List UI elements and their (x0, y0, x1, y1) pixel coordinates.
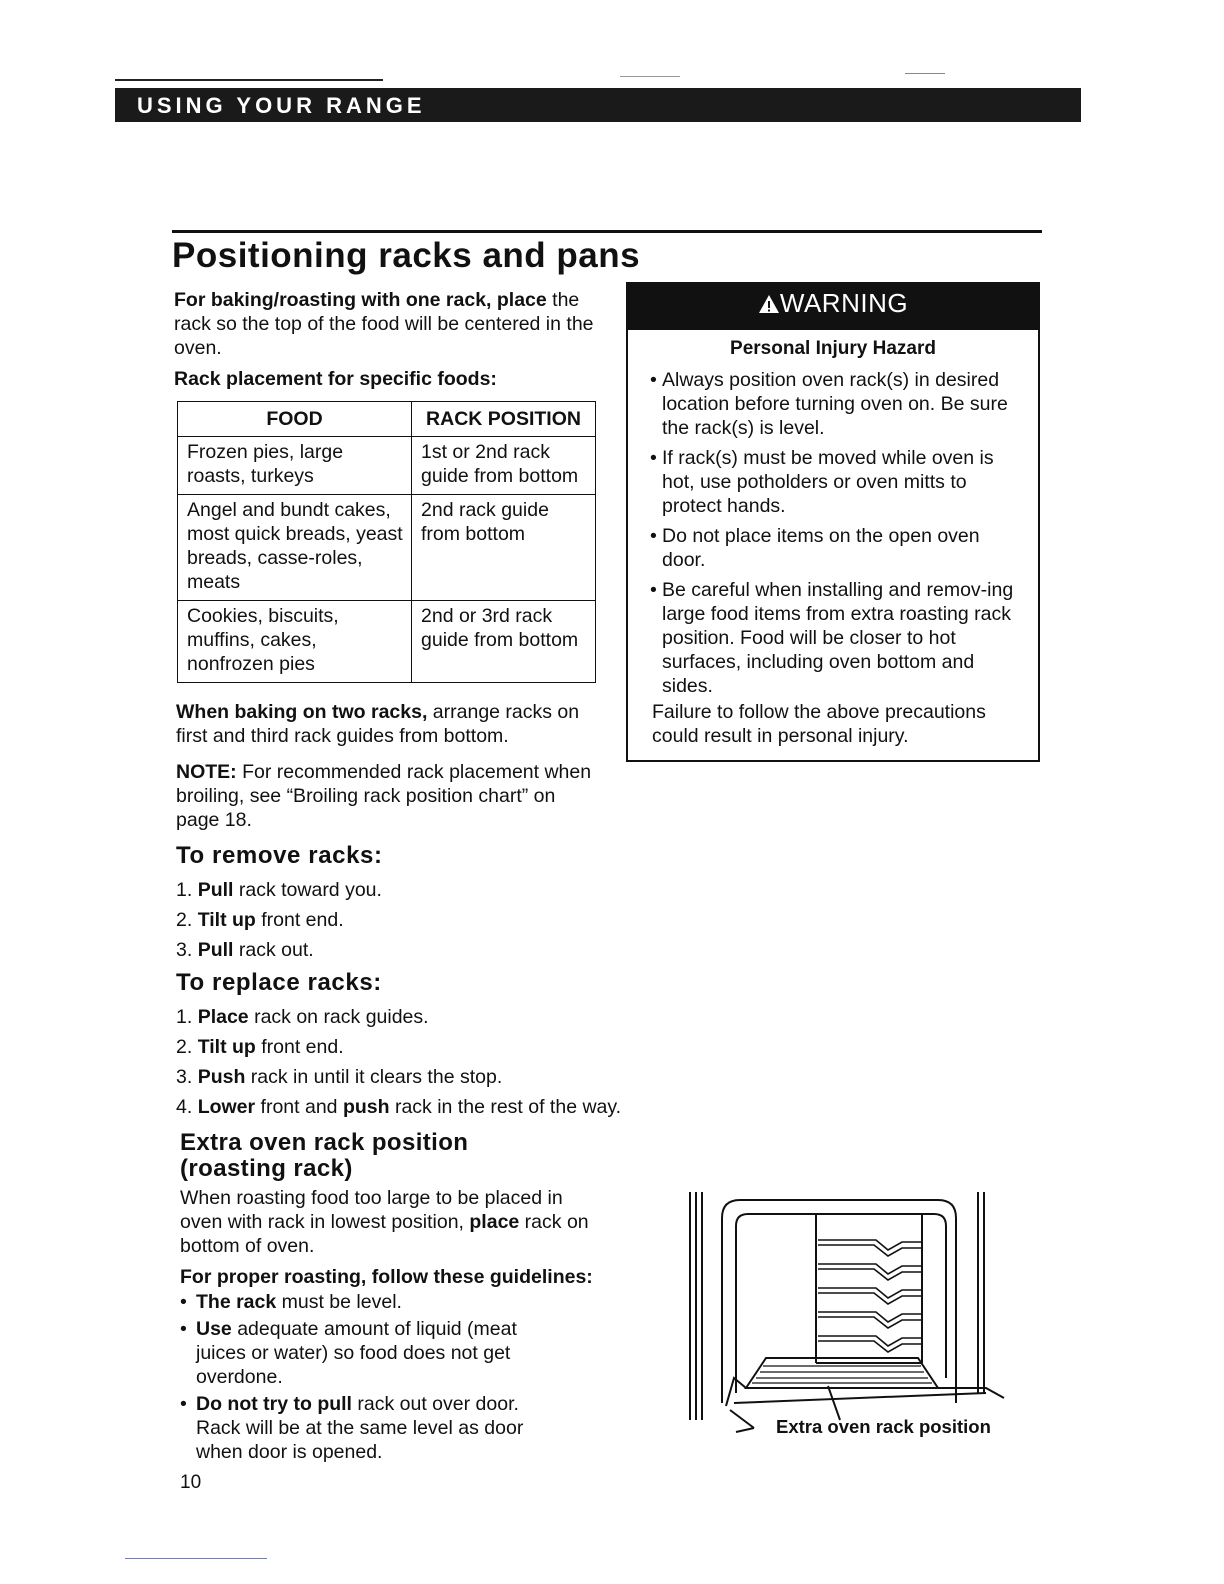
extra-rack-heading-line: Extra oven rack position (180, 1129, 469, 1156)
list-item (176, 905, 382, 935)
page-title: Positioning racks and pans (172, 236, 641, 275)
guideline-bold: Use (196, 1318, 232, 1340)
note-paragraph (176, 760, 596, 832)
step-number: 3. (176, 1066, 193, 1088)
step-text: front end. (255, 909, 344, 931)
step-text: front end. (255, 1036, 344, 1058)
section-title: USING YOUR RANGE (137, 93, 426, 118)
step-verb: Place (197, 1006, 249, 1028)
intro-bold: For baking/roasting with one rack, place (174, 289, 547, 311)
list-item (176, 875, 382, 905)
warning-item-text: Always position oven rack(s) in desired location before turning oven on. Be sure the rack(s) is level. (662, 369, 1008, 439)
guidelines-list (180, 1290, 560, 1467)
step-text: rack on rack guides. (248, 1006, 429, 1028)
guideline-bold: The rack (196, 1291, 277, 1313)
intro-paragraph (174, 288, 594, 360)
rack-placement-table (177, 401, 596, 683)
warning-triangle-icon (758, 294, 780, 314)
column-header-rack-position: RACK POSITION (412, 402, 596, 437)
remove-racks-heading: To remove racks: (176, 842, 383, 869)
position-cell: 2nd or 3rd rack guide from bottom (412, 601, 596, 683)
step-number: 3. (176, 939, 193, 961)
guideline-text: must be level. (276, 1291, 402, 1313)
list-item (652, 446, 1024, 518)
guideline-text: rack out over door. Rack will be at the same level as door when door is opened. (196, 1393, 524, 1463)
guideline-bold: Do not try to pull (196, 1393, 352, 1415)
bullet: • (650, 525, 657, 547)
step-verb: Pull (197, 939, 234, 961)
warning-item-text: If rack(s) must be moved while oven is hot, use potholders or oven mitts to protect hands. (662, 447, 994, 517)
step-text: rack in until it clears the stop. (245, 1066, 503, 1088)
list-item (180, 1392, 560, 1464)
two-racks-text: arrange racks on first and third rack guides from bottom. (176, 701, 580, 747)
guidelines-label: For proper roasting, follow these guidelines: (180, 1266, 593, 1288)
step-number: 2. (176, 909, 193, 931)
column-header-food: FOOD (178, 402, 412, 437)
step-number: 2. (176, 1036, 193, 1058)
two-racks-paragraph (176, 700, 596, 748)
figure-caption: Extra oven rack position (776, 1416, 991, 1437)
extra-bold: place (469, 1211, 520, 1233)
food-cell: Angel and bundt cakes, most quick breads, yeast breads, casse-roles, meats (178, 495, 412, 601)
step-verb: Pull (197, 879, 234, 901)
note-label: NOTE: (176, 761, 237, 783)
position-cell: 2nd rack guide from bottom (412, 495, 596, 601)
title-rule (172, 230, 1042, 233)
bullet: • (180, 1318, 187, 1340)
list-item (652, 524, 1024, 572)
extra-rack-heading (180, 1130, 468, 1182)
table-header-row (178, 402, 596, 437)
food-cell: Cookies, biscuits, muffins, cakes, nonfrozen pies (178, 601, 412, 683)
step-text: rack out. (233, 939, 314, 961)
list-item (652, 368, 1024, 440)
list-item (652, 578, 1024, 698)
note-text: For recommended rack placement when broiling, see “Broiling rack position chart” on page 18. (176, 761, 592, 831)
step-text: rack toward you. (233, 879, 382, 901)
header-rule (115, 79, 383, 81)
warning-title-text: WARNING (779, 288, 909, 318)
step-text: rack in the rest of the way. (389, 1096, 622, 1118)
step-verb: push (342, 1096, 390, 1118)
oven-rack-illustration (686, 1188, 1006, 1448)
table-row (178, 437, 596, 495)
step-verb: Lower (197, 1096, 256, 1118)
warning-list (652, 368, 1024, 704)
guideline-text: adequate amount of liquid (meat juices or water) so food does not get overdone. (196, 1318, 517, 1388)
food-cell: Frozen pies, large roasts, turkeys (178, 437, 412, 495)
step-number: 1. (176, 1006, 193, 1028)
list-item (180, 1317, 560, 1389)
extra-text: When roasting food too large to be placed in oven with rack in lowest position, (180, 1187, 563, 1233)
list-item (180, 1290, 560, 1314)
bullet: • (650, 369, 657, 391)
remove-steps-list (176, 875, 382, 965)
footer-rule (125, 1558, 267, 1559)
step-verb: Tilt up (197, 1036, 256, 1058)
list-item (176, 1002, 621, 1032)
replace-racks-heading: To replace racks: (176, 969, 382, 996)
bullet: • (650, 579, 657, 601)
warning-subtitle: Personal Injury Hazard (730, 338, 936, 359)
header-rule-fragment (620, 76, 680, 77)
extra-rack-paragraph (180, 1186, 610, 1258)
intro-text: the rack so the top of the food will be centered in the oven. (174, 289, 594, 359)
warning-footer: Failure to follow the above precautions could result in personal injury. (652, 701, 986, 747)
position-cell: 1st or 2nd rack guide from bottom (412, 437, 596, 495)
rack-placement-label: Rack placement for specific foods: (174, 368, 497, 390)
bullet: • (180, 1291, 187, 1313)
page-number: 10 (180, 1472, 202, 1493)
bullet: • (650, 447, 657, 469)
step-verb: Push (197, 1066, 246, 1088)
warning-item-text: Be careful when installing and remov-ing large food items from extra roasting rack position. Food will be closer to hot surfaces, including oven bottom and sides. (662, 579, 1014, 697)
list-item (176, 1032, 621, 1062)
header-rule-fragment (905, 73, 945, 74)
list-item (176, 935, 382, 965)
two-racks-bold: When baking on two racks, (176, 701, 428, 723)
step-text: front and (255, 1096, 343, 1118)
list-item (176, 1092, 621, 1122)
bullet: • (180, 1393, 187, 1415)
warning-title (628, 288, 1038, 319)
warning-item-text: Do not place items on the open oven door. (662, 525, 980, 571)
step-number: 1. (176, 879, 193, 901)
step-verb: Tilt up (197, 909, 256, 931)
table-row (178, 495, 596, 601)
extra-text: rack on bottom of oven. (180, 1211, 589, 1257)
table-row (178, 601, 596, 683)
extra-rack-heading-line: (roasting rack) (180, 1155, 353, 1182)
replace-steps-list (176, 1002, 621, 1122)
step-number: 4. (176, 1096, 193, 1118)
list-item (176, 1062, 621, 1092)
